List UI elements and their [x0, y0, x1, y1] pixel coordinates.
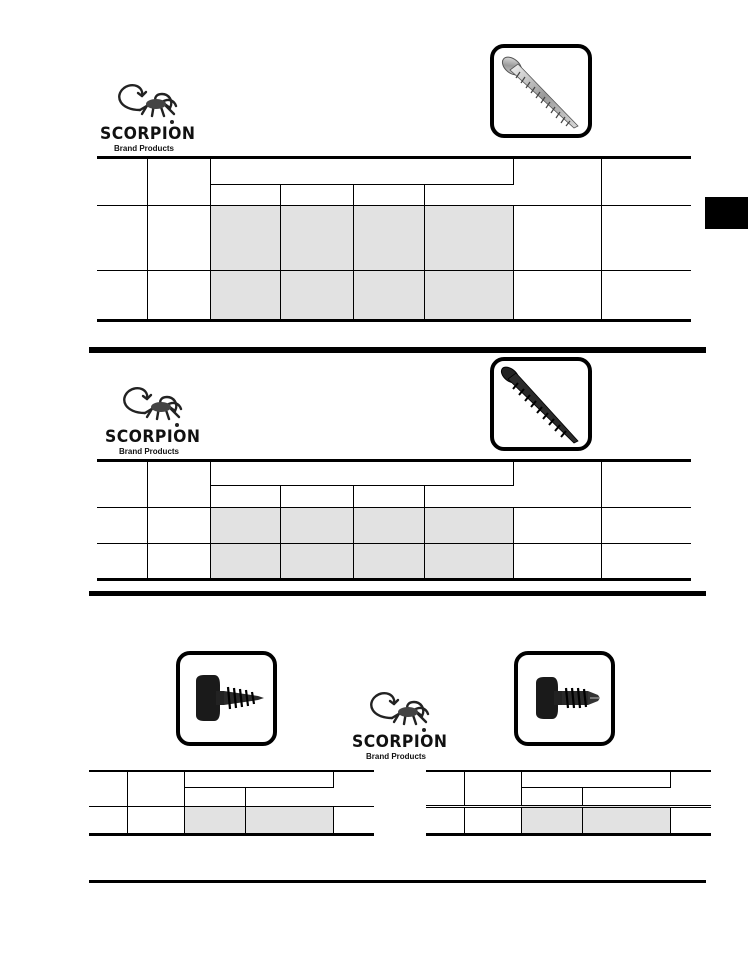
table-cell [601, 206, 691, 271]
subheader-cell [353, 185, 424, 206]
subheader-cell [353, 486, 424, 508]
table-cell [184, 806, 245, 834]
table-row [426, 806, 711, 834]
spec-table-3 [89, 770, 374, 836]
table-cell [582, 806, 670, 834]
table-row [97, 508, 691, 544]
section-divider [89, 591, 706, 596]
header-group-cell [521, 771, 670, 787]
table-cell [147, 206, 210, 271]
table-cell [353, 508, 424, 544]
subheader-cell [280, 486, 353, 508]
spec-table-2 [97, 459, 691, 581]
table-cell [280, 544, 353, 580]
table-cell [424, 544, 513, 580]
subheader-cell [521, 787, 582, 806]
table-cell [513, 508, 601, 544]
header-cell [426, 771, 464, 806]
table-cell [210, 544, 280, 580]
table-header-row [426, 771, 711, 787]
table-cell [353, 544, 424, 580]
subheader-cell [210, 185, 280, 206]
header-cell [333, 771, 374, 806]
table-cell [670, 806, 711, 834]
table-cell [513, 544, 601, 580]
self-drilling-screw-icon [518, 655, 611, 742]
drywall-screw-black-icon [494, 361, 588, 447]
table-cell [280, 206, 353, 271]
header-cell [97, 158, 147, 206]
table-row [97, 206, 691, 271]
footer-rule [89, 880, 706, 883]
drywall-screw-silver-icon [494, 48, 588, 134]
table-cell [353, 271, 424, 321]
product-image-3 [176, 651, 277, 746]
subheader-cell [245, 787, 333, 806]
table-cell [147, 271, 210, 321]
header-cell [670, 771, 711, 806]
table-cell [97, 544, 147, 580]
table-cell [210, 508, 280, 544]
table-header-row [97, 158, 691, 185]
table-header-row [89, 771, 374, 787]
product-image-1 [490, 44, 592, 138]
product-image-2 [490, 357, 592, 451]
header-cell [89, 771, 127, 806]
table-row [97, 271, 691, 321]
table-cell [245, 806, 333, 834]
table-cell [210, 206, 280, 271]
header-group-cell [184, 771, 333, 787]
pan-head-screw-icon [180, 655, 273, 742]
subheader-cell [184, 787, 245, 806]
table-cell [601, 508, 691, 544]
section-divider [89, 347, 706, 353]
table-cell [210, 271, 280, 321]
spec-table-4 [426, 770, 711, 836]
header-cell [147, 158, 210, 206]
table-row [89, 806, 374, 834]
scorpion-icon [115, 383, 185, 429]
subheader-cell [582, 787, 670, 806]
header-cell [513, 158, 601, 206]
table-cell [513, 206, 601, 271]
table-row [97, 544, 691, 580]
scorpion-icon [110, 80, 180, 126]
brand-name: SCORPION [352, 732, 448, 752]
table-cell [127, 806, 184, 834]
subheader-cell [424, 185, 513, 206]
section-tab [705, 197, 748, 229]
table-cell [426, 806, 464, 834]
brand-tagline: Brand Products [114, 144, 175, 153]
brand-name: SCORPION [105, 427, 201, 447]
header-cell [601, 461, 691, 508]
subheader-cell [280, 185, 353, 206]
spec-table-1 [97, 156, 691, 322]
table-cell [280, 271, 353, 321]
header-cell [147, 461, 210, 508]
table-cell [97, 206, 147, 271]
header-cell [601, 158, 691, 206]
table-cell [601, 544, 691, 580]
header-cell [464, 771, 521, 806]
table-cell [280, 508, 353, 544]
header-cell [513, 461, 601, 508]
brand-tagline: Brand Products [119, 447, 180, 456]
header-cell [97, 461, 147, 508]
header-group-cell [210, 461, 513, 486]
table-cell [601, 271, 691, 321]
table-cell [97, 508, 147, 544]
table-cell [464, 806, 521, 834]
subheader-cell [210, 486, 280, 508]
table-cell [424, 206, 513, 271]
subheader-cell [424, 486, 513, 508]
header-cell [127, 771, 184, 806]
header-group-cell [210, 158, 513, 185]
table-cell [147, 508, 210, 544]
table-cell [89, 806, 127, 834]
brand-name: SCORPION [100, 124, 196, 144]
scorpion-icon [362, 688, 432, 734]
table-header-row [97, 461, 691, 486]
table-cell [513, 271, 601, 321]
table-cell [521, 806, 582, 834]
table-cell [97, 271, 147, 321]
table-cell [424, 271, 513, 321]
brand-tagline: Brand Products [366, 752, 427, 761]
table-cell [353, 206, 424, 271]
product-image-4 [514, 651, 615, 746]
table-cell [333, 806, 374, 834]
table-cell [424, 508, 513, 544]
table-cell [147, 544, 210, 580]
